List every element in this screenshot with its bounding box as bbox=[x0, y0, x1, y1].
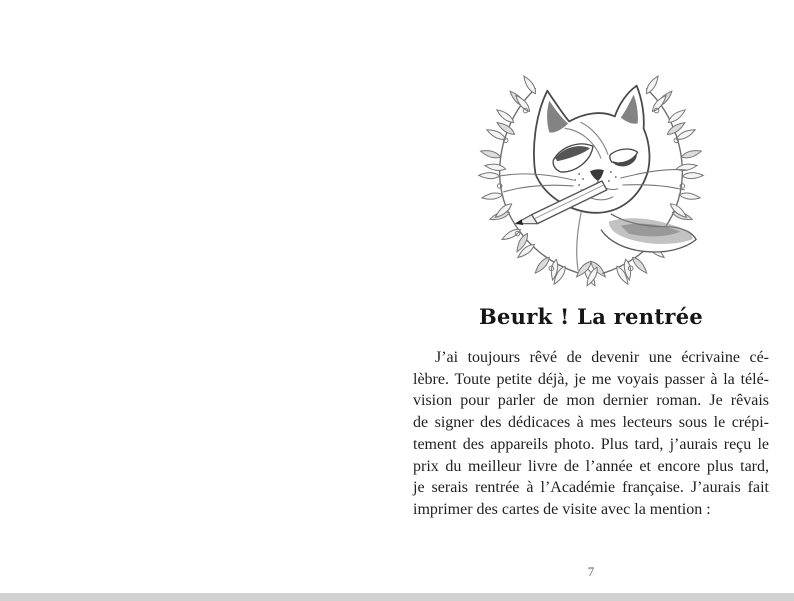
paragraph-line: prix du meilleur livre de l’année et encore plus tard, bbox=[413, 457, 769, 475]
window-bottom-edge-bar bbox=[0, 593, 794, 601]
cat-with-pencil-laurel-wreath-icon bbox=[462, 64, 720, 296]
paragraph-line: lèbre. Toute petite déjà, je me voyais passer à la télé- bbox=[413, 370, 769, 388]
page-number: 7 bbox=[587, 564, 595, 579]
chapter-title: Beurk ! La rentrée bbox=[478, 304, 704, 329]
paragraph-line: je serais rentrée à l’Académie française. J’aurais fait bbox=[413, 479, 769, 497]
left-page-blank bbox=[0, 0, 397, 593]
paragraph-line: J’ai toujours rêvé de devenir une écrivaine cé- bbox=[435, 349, 769, 366]
paragraph-line: imprimer des cartes de visite avec la mention : bbox=[413, 500, 711, 518]
paragraph-line: vision pour parler de mon dernier roman. Je rêvais bbox=[413, 392, 769, 410]
paragraph-line: tement des appareils photo. Plus tard, j’aurais reçu le bbox=[413, 435, 769, 453]
chapter-paragraph bbox=[413, 347, 769, 521]
chapter-illustration bbox=[413, 64, 769, 301]
right-page bbox=[397, 0, 794, 593]
paragraph-line: de signer des dédicaces à mes lecteurs sous le crépi- bbox=[413, 414, 769, 432]
